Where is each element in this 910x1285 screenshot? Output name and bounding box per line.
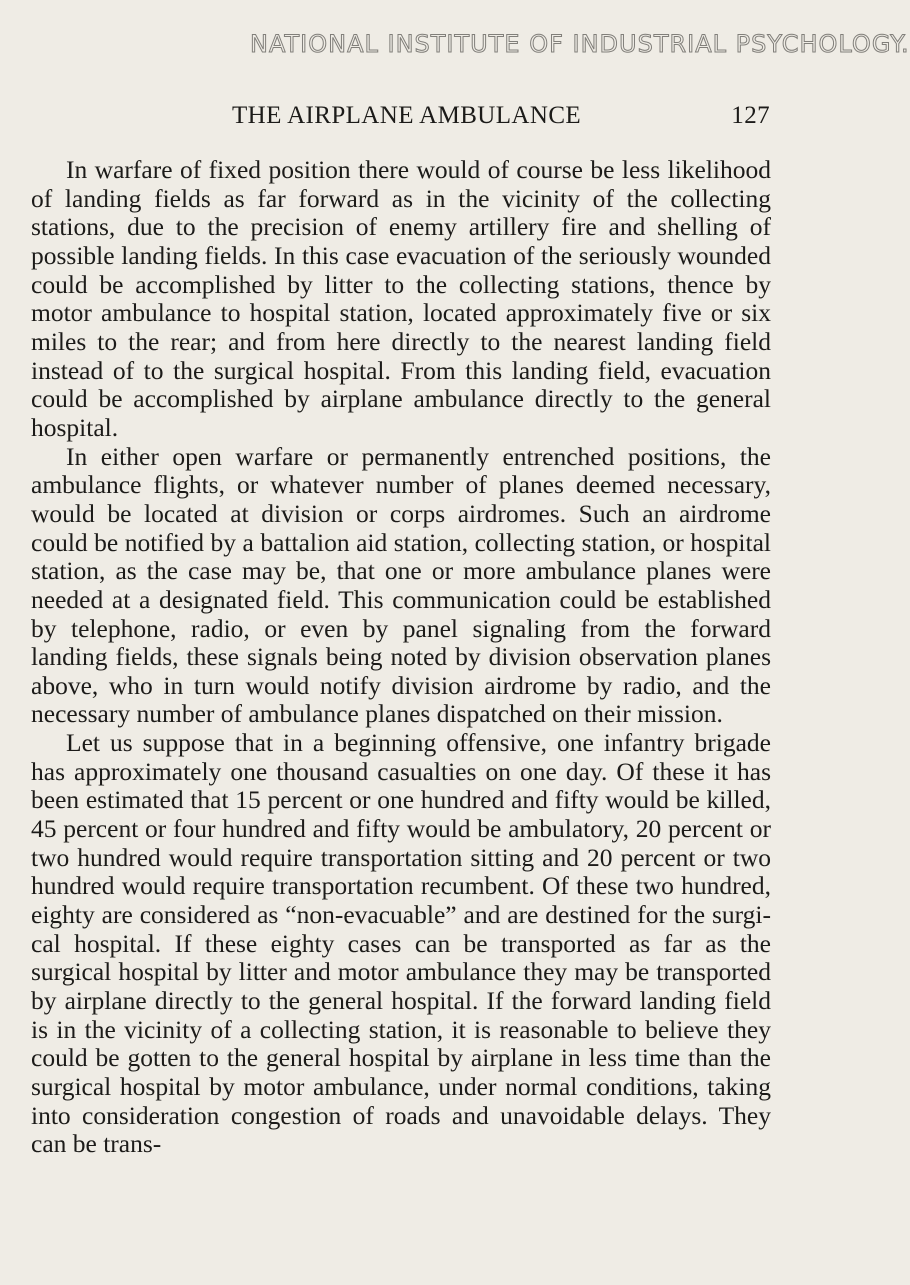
paragraph-3: Let us suppose that in a beginning offensive, one infantry brigade has approximately one thousand casualties on one day. Of these it has been estimated that 15 percent or one hundred and fifty would be killed, 45 percent or four hundred and fifty would be ambulatory, 20 percent or two hundred would require transportation sitting and 20 percent or two hundred would require transportation recumbent. Of these two hundred, eighty are considered as “non-evacuable” and are destined for the surgical hospital. If these eighty cases can be transported as far as the surgical hospital by litter and motor ambulance they may be transported by airplane directly to the general hospital. If the forward landing field is in the vicinity of a collecting station, it is reasonable to believe they could be gotten to the general hospital by airplane in less time than the surgical hospital by motor ambulance, under normal conditions, taking into consideration congestion of roads and unavoidable delays. They can be trans-: [31, 728, 771, 1159]
paragraph-2: In either open warfare or permanently entrenched positions, the ambulance flights, or whatever number of planes deemed necessary, would be located at division or corps airdromes. Such an airdrome could be notified by a battalion aid station, collecting station, or hospital station, as the case may be, that one or more ambulance planes were needed at a designated field. This communication could be established by telephone, radio, or even by panel signaling from the forward landing fields, these signals being noted by division observation planes above, who in turn would notify division airdrome by radio, and the necessary number of ambulance planes dispatched on their mission.: [31, 441, 771, 729]
body-text: [31, 156, 771, 1159]
library-stamp: NATIONAL INSTITUTE OF INDUSTRIAL PSYCHOLOGY.: [250, 30, 910, 58]
running-title: THE AIRPLANE AMBULANCE: [232, 102, 582, 129]
paragraph-1: In warfare of fixed position there would of course be less likelihood of landing fields as far forward as in the vicinity of the collecting stations, due to the precision of enemy artillery fire and shelling of possible landing fields. In this case evacuation of the seriously wounded could be accomplished by litter to the collecting stations, thence by motor ambulance to hospital station, located approximately five or six miles to the rear; and from here directly to the nearest landing field instead of to the surgical hospital. From this landing field, evacuation could be accomplished by airplane ambulance directly to the general hospital.: [31, 155, 771, 442]
page-number: 127: [731, 102, 770, 129]
running-header: [232, 102, 770, 132]
